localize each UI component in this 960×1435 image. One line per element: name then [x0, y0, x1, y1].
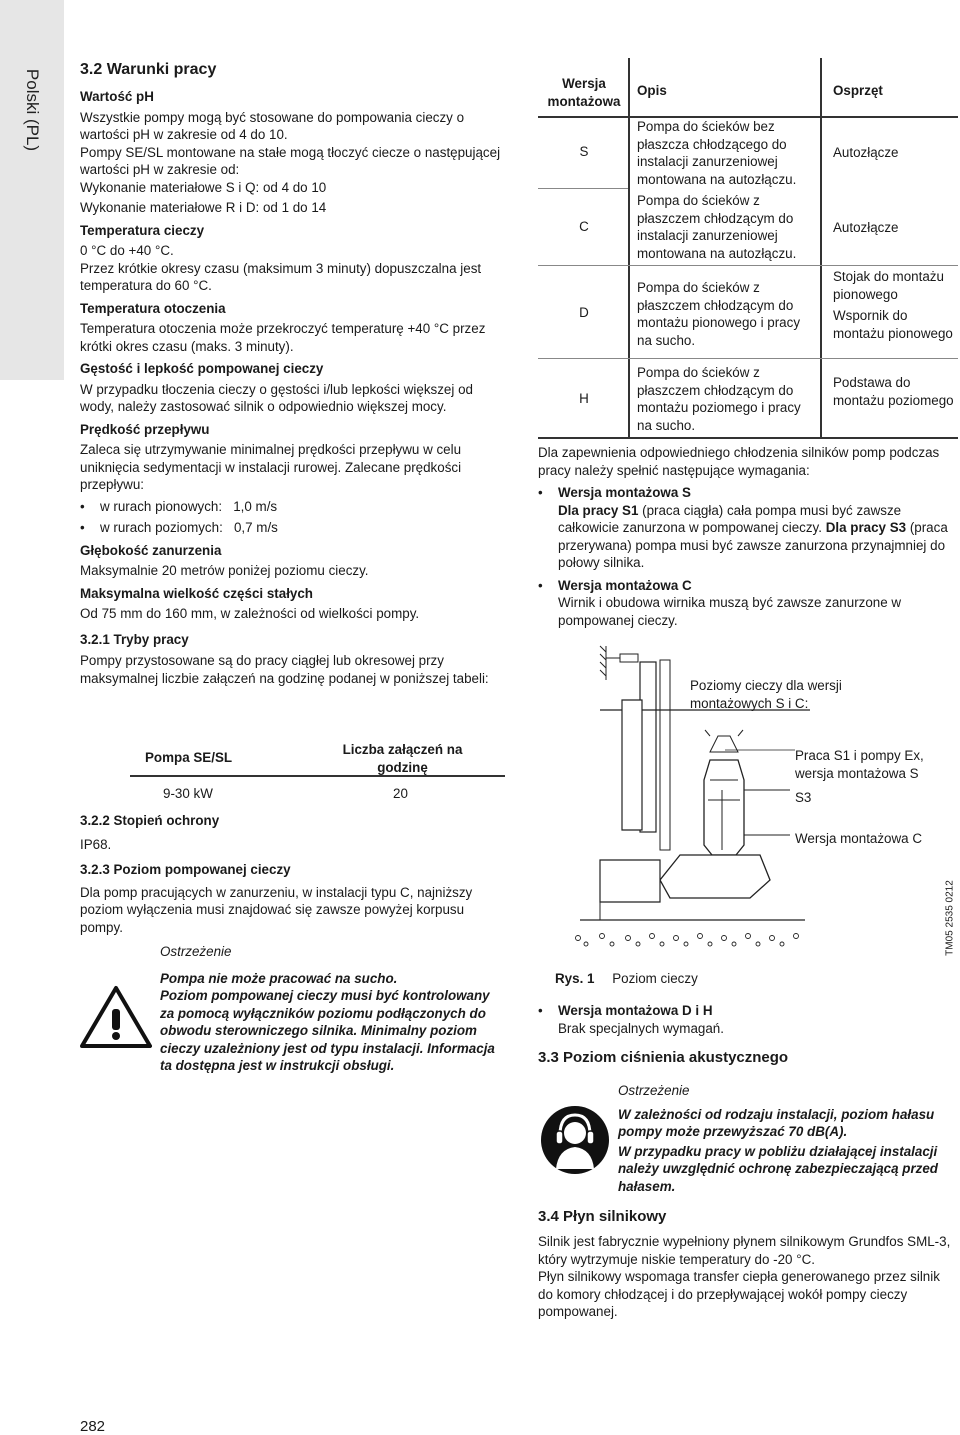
list-item: [538, 1002, 958, 1037]
bullet-icon: •: [80, 498, 85, 514]
cooling-intro: Dla zapewnienia odpowiedniego chłodzenia silników pomp podczas pracy należy spełnić następujące wymagania:: [538, 445, 940, 478]
noise-warning-block: [618, 1082, 958, 1195]
noise-warning-line-2: W przypadku pracy w pobliżu działającej instalacji należy uwzględnić ochronę zabezpieczającą przed hałasem.: [618, 1143, 938, 1194]
table-row-description: Pompa do ścieków z płaszczem chłodzącym do montażu pionowego i pracy na sucho.: [637, 280, 801, 348]
protection-heading: 3.2.2 Stopień ochrony: [80, 813, 220, 828]
ph-text-3: Wykonanie materiałowe S i Q: od 4 do 10: [80, 179, 327, 195]
table-row-description: Pompa do ścieków z płaszczem chłodzącym do instalacji zanurzeniowej montowana na autozłączu.: [637, 193, 797, 261]
bullet-icon: •: [538, 1003, 543, 1018]
rate-table-header-starts: Liczba załączeń na godzinę: [342, 742, 463, 775]
figure-label-levels: Poziomy cieczy dla wersji montażowych S i C:: [690, 678, 842, 711]
flow-bullet-vertical: w rurach pionowych: 1,0 m/s: [100, 498, 278, 514]
section-title: 3.2 Warunki pracy: [80, 61, 217, 78]
cooling-requirements: [538, 444, 958, 629]
level-text: Dla pomp pracujących w zanurzeniu, w instalacji typu C, najniższy poziom wyłączenia musi znajdować się zawsze powyżej korpusu pompy.: [80, 884, 473, 935]
flow-heading: Prędkość przepływu: [80, 421, 210, 437]
table-row-version: D: [579, 305, 589, 320]
cooling-c-title: Wersja montażowa C: [558, 577, 692, 593]
bullet-icon: •: [80, 520, 85, 535]
warning-line-1: Pompa nie może pracować na sucho.: [160, 970, 398, 986]
table-row-description: Pompa do ścieków bez płaszcza chłodzącego do instalacji zanurzeniowej montowana na autozłączu.: [637, 119, 797, 187]
table-divider: [538, 358, 958, 359]
figure-caption-number: Rys. 1: [555, 971, 595, 986]
section-motor-liquid: [538, 1207, 958, 1321]
warning-line-2: Poziom pompowanej cieczy musi być kontrolowany za pomocą wyłączników poziomu podłączonych do obwodu sterowniczego silnika. Minimalny poziom cieczy uzależniony jest od typu instalacji. Informacja ta dostępna jest w instrukcji obsługi.: [160, 988, 495, 1073]
noise-heading: 3.3 Poziom ciśnienia akustycznego: [538, 1049, 789, 1066]
section-operating-conditions: [80, 60, 505, 687]
ph-text-1: Wszystkie pompy mogą być stosowane do pompowania cieczy o wartości pH w zakresie od 4 do 10.: [80, 109, 465, 142]
cooling-c-text: Wirnik i obudowa wirnika muszą być zawsze zanurzone w pompowanej cieczy.: [558, 595, 902, 628]
flow-bullet-horizontal: w rurach poziomych: 0,7 m/s: [100, 520, 278, 535]
ear-protection-icon: [540, 1105, 610, 1175]
table-row-accessory: Podstawa do montażu poziomego: [833, 375, 954, 408]
table-row-accessory: Autozłącze: [833, 145, 899, 160]
table-divider: [628, 58, 630, 438]
dh-title: Wersja montażowa D i H: [558, 1003, 713, 1018]
version-dh-note: [538, 1002, 958, 1037]
rate-table-header-pump: Pompa SE/SL: [145, 750, 233, 765]
versions-header-description: Opis: [637, 83, 667, 98]
noise-warning-line-1: W zależności od rodzaju instalacji, poziom hałasu pompy może przewyższać 70 dB(A).: [618, 1106, 935, 1139]
figure-code: TM05 2535 0212: [944, 880, 956, 956]
motor-text-2: Płyn silnikowy wspomaga transfer ciepła generowanego przez silnik do komory chłodzącej i do przepływającej wokół pompy cieczy pompowanej.: [538, 1269, 940, 1319]
language-sidebar: [0, 0, 64, 380]
ambient-heading: Temperatura otoczenia: [80, 300, 226, 316]
table-divider: [538, 265, 958, 266]
ph-heading: Wartość pH: [80, 89, 154, 104]
table-row-accessory: Stojak do montażu pionowego: [833, 269, 944, 302]
level-heading: 3.2.3 Poziom pompowanej cieczy: [80, 862, 291, 877]
rate-table-cell-starts: 20: [393, 786, 408, 801]
figure-label-s1: Praca S1 i pompy Ex, wersja montażowa S: [795, 748, 924, 781]
warning-block: [160, 943, 500, 1075]
solids-heading: Maksymalna wielkość części stałych: [80, 585, 313, 601]
list-item: [80, 519, 505, 537]
dh-text: Brak specjalnych wymagań.: [558, 1020, 724, 1036]
ambient-text: Temperatura otoczenia może przekroczyć temperaturę +40 °C przez krótki okres czasu (maks. 3 minuty).: [80, 321, 486, 354]
noise-warning-label: Ostrzeżenie: [618, 1083, 690, 1098]
cooling-s-title: Wersja montażowa S: [558, 485, 691, 500]
language-label: Polski (PL): [23, 68, 42, 152]
temp-text-2: Przez krótkie okresy czasu (maksimum 3 minuty) dopuszczalna jest temperatura do 60 °C.: [80, 260, 482, 293]
modes-heading: 3.2.1 Tryby pracy: [80, 631, 189, 647]
modes-text: Pompy przystosowane są do pracy ciągłej lub okresowej przy maksymalnej liczbie załączeń na godzinę podanej w poniższej tabeli:: [80, 653, 489, 686]
table-divider: [538, 437, 958, 439]
bullet-icon: •: [538, 485, 543, 500]
cooling-s-text: Dla pracy S1 (praca ciągła) cała pompa musi być zawsze całkowicie zanurzona w pompowanej cieczy. Dla pracy S3 (praca przerywana) pompa musi być zawsze zanurzona przynajmniej do połowy silnika.: [558, 502, 948, 570]
table-divider: [538, 188, 628, 189]
list-item: [538, 577, 958, 630]
ph-text-2: Pompy SE/SL montowane na stałe mogą tłoczyć ciecze o następującej wartości pH w zakresie od:: [80, 144, 501, 177]
figure-label-s3: S3: [795, 790, 812, 805]
density-heading: Gęstość i lepkość pompowanej cieczy: [80, 361, 324, 376]
ph-text-4: Wykonanie materiałowe R i D: od 1 do 14: [80, 200, 327, 215]
table-row-version: C: [579, 219, 589, 234]
warning-triangle-icon: [80, 985, 152, 1049]
figure-caption: [555, 971, 698, 986]
bullet-icon: •: [538, 577, 543, 593]
figure-label-c: Wersja montażowa C: [795, 831, 923, 846]
table-row-version: H: [579, 391, 589, 406]
flow-text: Zaleca się utrzymywanie minimalnej prędkości przepływu w celu uniknięcia sedymentacji w instalacji rurowej. Zalecane prędkości przepływu:: [80, 442, 462, 492]
versions-header-accessories: Osprzęt: [833, 83, 883, 98]
protection-text: IP68.: [80, 836, 112, 852]
section-protection: [80, 812, 505, 936]
solids-text: Od 75 mm do 160 mm, w zależności od wielkości pompy.: [80, 606, 420, 621]
versions-header-version: Wersja montażowa: [547, 76, 621, 109]
density-text: W przypadku tłoczenia cieczy o gęstości i/lub lepkości większej od wody, należy zastosować silnik o odpowiednio większej mocy.: [80, 381, 473, 414]
temp-heading: Temperatura cieczy: [80, 222, 205, 238]
table-row-accessory: Autozłącze: [833, 220, 899, 235]
warning-label: Ostrzeżenie: [160, 944, 232, 959]
depth-text: Maksymalnie 20 metrów poniżej poziomu cieczy.: [80, 563, 369, 578]
motor-heading: 3.4 Płyn silnikowy: [538, 1208, 667, 1225]
page-number: 282: [80, 1418, 106, 1435]
table-row-accessory: Wspornik do montażu pionowego: [833, 308, 953, 341]
motor-text-1: Silnik jest fabrycznie wypełniony płynem silnikowym Grundfos SML-3, który wytrzymuje niskie temperatury do -20 °C.: [538, 1234, 951, 1267]
table-divider: [820, 58, 822, 438]
rate-table-cell-power: 9-30 kW: [163, 786, 213, 801]
list-item: [538, 484, 958, 572]
figure-caption-text: Poziom cieczy: [612, 971, 698, 986]
temp-text-1: 0 °C do +40 °C.: [80, 243, 174, 258]
depth-heading: Głębokość zanurzenia: [80, 542, 222, 558]
table-row-description: Pompa do ścieków z płaszczem chłodzącym do montażu poziomego i pracy na sucho.: [637, 365, 801, 433]
table-row-version: S: [579, 144, 589, 159]
list-item: [80, 498, 505, 516]
